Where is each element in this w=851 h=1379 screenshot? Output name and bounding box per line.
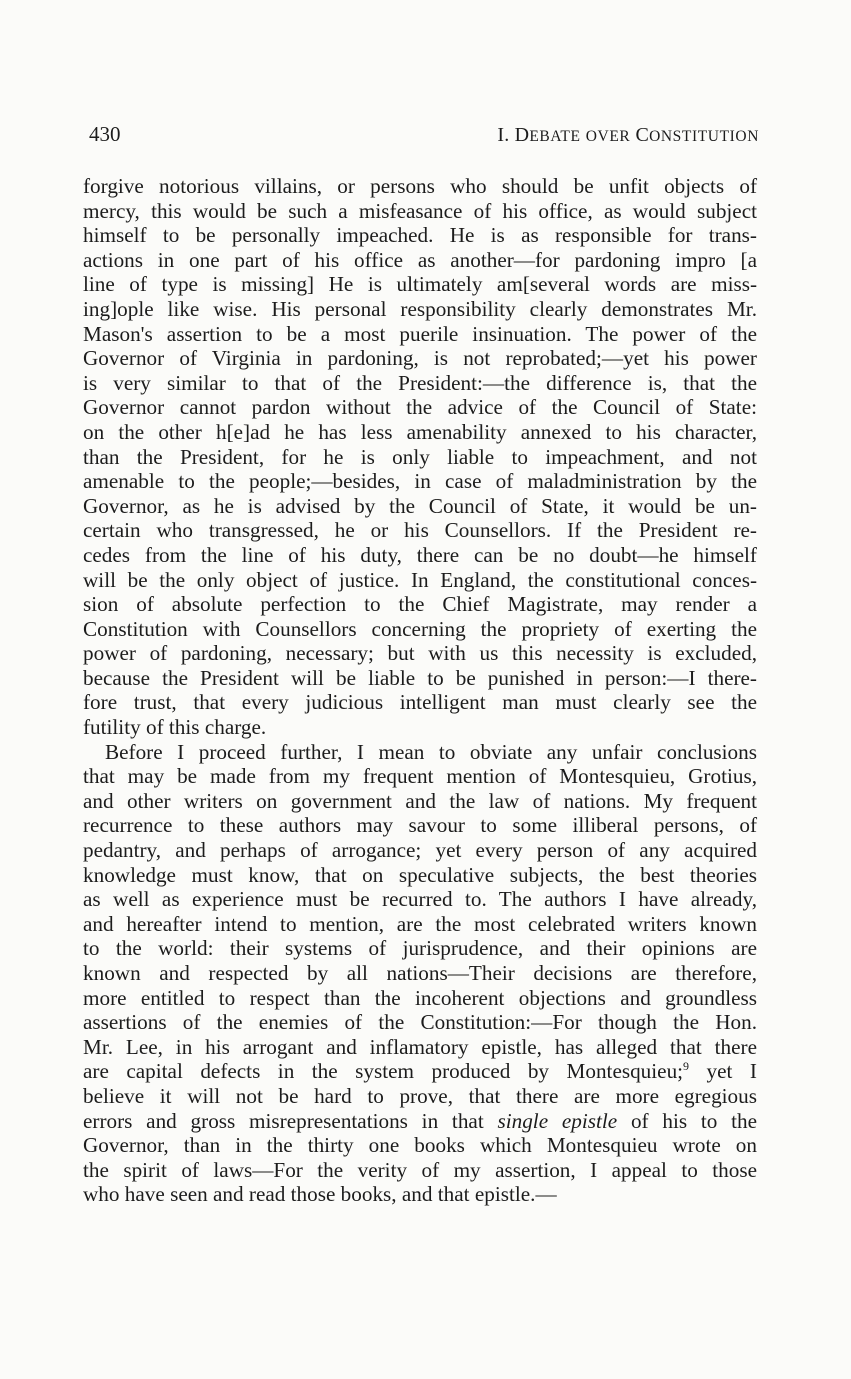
- text-line: cedes from the line of his duty, there can be no doubt—he himself: [83, 542, 757, 567]
- text-line: pedantry, and perhaps of arrogance; yet every person of any acquired: [83, 838, 757, 863]
- text-line: actions in one part of his office as another—for pardoning impro [a: [83, 247, 757, 272]
- text-line: Mason's assertion to be a most puerile insinuation. The power of the: [83, 321, 757, 346]
- running-head-title: I. DEBATE OVER CONSTITUTION: [497, 124, 759, 146]
- text-line: will be the only object of justice. In England, the constitutional conces-: [83, 567, 757, 592]
- text-line: because the President will be liable to be punished in person:—I there-: [83, 665, 757, 690]
- text-line: to the world: their systems of jurisprudence, and their opinions are: [83, 936, 757, 961]
- text-line: as well as experience must be recurred to. The authors I have already,: [83, 887, 757, 912]
- running-header: [89, 122, 759, 147]
- text-line: and other writers on government and the law of nations. My frequent: [83, 788, 757, 813]
- text-line: on the other h[e]ad he has less amenability annexed to his character,: [83, 419, 757, 444]
- text-line-with-footnote: are capital defects in the system produced by Montesquieu;$^9$ yet I: [83, 1059, 757, 1084]
- text-line: than the President, for he is only liable to impeachment, and not: [83, 444, 757, 469]
- text-line: the spirit of laws—For the verity of my assertion, I appeal to those: [83, 1157, 757, 1182]
- text-line: Governor cannot pardon without the advice of the Council of State:: [83, 395, 757, 420]
- text-line: futility of this charge.: [83, 715, 267, 740]
- text-line: Mr. Lee, in his arrogant and inflamatory epistle, has alleged that there: [83, 1034, 757, 1059]
- text-line: and hereafter intend to mention, are the most celebrated writers known: [83, 911, 757, 936]
- text-line: Constitution with Counsellors concerning the propriety of exerting the: [83, 616, 757, 641]
- text-line-with-italic: errors and gross misrepresentations in that single epistle of his to the: [83, 1108, 757, 1133]
- text-line: Governor of Virginia in pardoning, is not reprobated;—yet his power: [83, 346, 757, 371]
- text-line: sion of absolute perfection to the Chief Magistrate, may render a: [83, 592, 757, 617]
- text-line: recurrence to these authors may savour to some illiberal persons, of: [83, 813, 757, 838]
- text-line: fore trust, that every judicious intelligent man must clearly see the: [83, 690, 757, 715]
- footnote-marker: 9: [683, 1059, 690, 1074]
- text-line: Governor, as he is advised by the Council of State, it would be un-: [83, 493, 757, 518]
- page-number: 430: [89, 122, 121, 146]
- text-line: who have seen and read those books, and that epistle.—: [83, 1182, 557, 1207]
- text-line: assertions of the enemies of the Constitution:—For though the Hon.: [83, 1010, 757, 1035]
- text-line: certain who transgressed, he or his Counsellors. If the President re-: [83, 518, 757, 543]
- paragraph-1: [83, 174, 757, 740]
- text-line: known and respected by all nations—Their decisions are therefore,: [83, 961, 757, 985]
- italic-phrase: single epistle: [497, 1108, 618, 1133]
- text-line: forgive notorious villains, or persons who should be unfit objects of: [83, 174, 757, 198]
- text-line: Governor, than in the thirty one books which Montesquieu wrote on: [83, 1133, 757, 1158]
- text-line: more entitled to respect than the incoherent objections and groundless: [83, 985, 757, 1010]
- text-line: knowledge must know, that on speculative subjects, the best theories: [83, 862, 757, 887]
- body-text: [83, 174, 757, 1207]
- text-line: amenable to the people;—besides, in case of maladministration by the: [83, 469, 757, 494]
- text-line: ing]ople like wise. His personal responsibility clearly demonstrates Mr.: [83, 296, 757, 321]
- text-line: that may be made from my frequent mention of Montesquieu, Grotius,: [83, 764, 757, 789]
- text-line: himself to be personally impeached. He is as responsible for trans-: [83, 223, 757, 248]
- text-line: is very similar to that of the President:—the difference is, that the: [83, 370, 757, 395]
- text-line: power of pardoning, necessary; but with us this necessity is excluded,: [83, 641, 757, 666]
- text-line: mercy, this would be such a misfeasance of his office, as would subject: [83, 198, 757, 223]
- text-line: Before I proceed further, I mean to obviate any unfair conclusions: [105, 739, 757, 764]
- paragraph-2: [83, 740, 757, 1207]
- text-line: line of type is missing] He is ultimately am[several words are miss-: [83, 272, 757, 297]
- text-line: believe it will not be hard to prove, that there are more egregious: [83, 1083, 757, 1108]
